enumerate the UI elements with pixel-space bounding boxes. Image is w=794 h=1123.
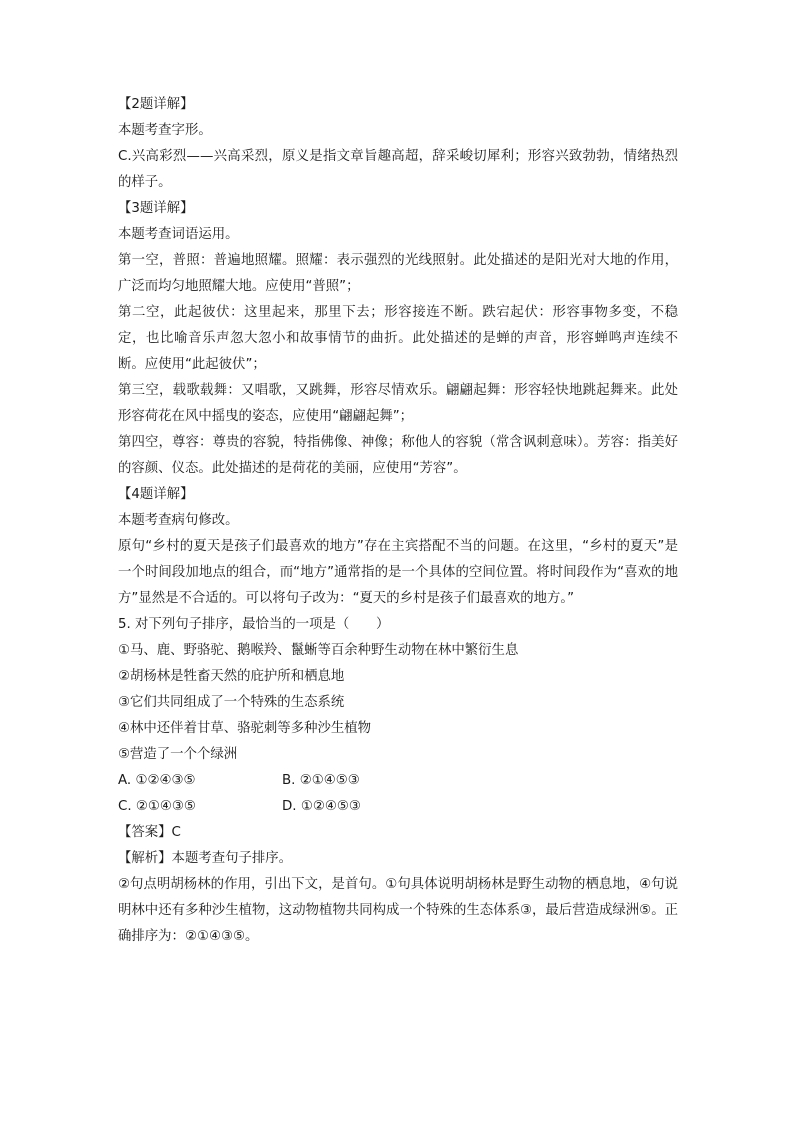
q5-sentence-3: ③它们共同组成了一个特殊的生态系统 — [118, 695, 345, 710]
q5-option-d: D. ①②④⑤③ — [282, 799, 361, 814]
q5-sentence-2: ②胡杨林是牲畜天然的庇护所和栖息地 — [118, 669, 345, 684]
q3-heading: 【3题详解】 — [118, 201, 194, 216]
q3-blank-2: 第二空，此起彼伏：这里起来，那里下去；形容接连不断。跌宕起伏：形容事物多变，不稳定，也比喻音乐声忽大忽小和故事情节的曲折。此处描述的是蝉的声音，形容蝉鸣声连续不断。应使用“此起彼伏”； — [118, 305, 678, 372]
q5-question: 5. 对下列句子排序，最恰当的一项是（ ） — [118, 617, 390, 632]
q4-paragraph: 原句“乡村的夏天是孩子们最喜欢的地方”存在主宾搭配不当的问题。在这里，“乡村的夏天”是一个时间段加地点的组合，而“地方”通常指的是一个具体的空间位置。将时间段作为“喜欢的地方”显然是不合适的。可以将句子改为：“夏天的乡村是孩子们最喜欢的地方。” — [118, 539, 678, 606]
q3-blank-3: 第三空，载歌载舞：又唱歌，又跳舞，形容尽情欢乐。翩翩起舞：形容轻快地跳起舞来。此处形容荷花在风中摇曳的姿态，应使用“翩翩起舞”； — [118, 383, 678, 424]
q5-option-b: B. ②①④⑤③ — [282, 773, 360, 788]
q5-analysis-body: ②句点明胡杨林的作用，引出下文，是首句。①句具体说明胡杨林是野生动物的栖息地，④句说明林中还有多种沙生植物，这动物植物共同构成一个特殊的生态体系③，最后营造成绿洲⑤。正确排序为：②①④③⑤。 — [118, 877, 678, 944]
q4-intro: 本题考查病句修改。 — [118, 513, 239, 528]
q3-blank-4: 第四空，尊容：尊贵的容貌，特指佛像、神像；称他人的容貌（常含讽刺意味）。芳容：指美好的容颜、仪态。此处描述的是荷花的美丽，应使用“芳容”。 — [118, 435, 678, 476]
q5-sentence-1: ①马、鹿、野骆驼、鹅喉羚、鬣蜥等百余种野生动物在林中繁衍生息 — [118, 643, 519, 658]
q5-answer: 【答案】C — [118, 825, 181, 840]
q5-sentence-4: ④林中还伴着甘草、骆驼刺等多种沙生植物 — [118, 721, 372, 736]
q3-intro: 本题考查词语运用。 — [118, 227, 239, 242]
q5-options-row-2 — [118, 794, 678, 820]
q5-analysis-title: 【解析】本题考查句子排序。 — [118, 851, 293, 866]
q2-intro: 本题考查字形。 — [118, 123, 212, 138]
document-body — [118, 92, 678, 950]
q2-heading: 【2题详解】 — [118, 97, 194, 112]
q4-heading: 【4题详解】 — [118, 487, 194, 502]
q2-paragraph: C.兴高彩烈——兴高采烈，原义是指文章旨趣高超，辞采峻切犀利；形容兴致勃勃，情绪热烈的样子。 — [118, 149, 678, 190]
q5-option-c: C. ②①④③⑤ — [118, 799, 196, 814]
q5-sentence-5: ⑤营造了一个个绿洲 — [118, 747, 238, 762]
q3-blank-1: 第一空，普照：普遍地照耀。照耀：表示强烈的光线照射。此处描述的是阳光对大地的作用，广泛而均匀地照耀大地。应使用“普照”； — [118, 253, 678, 294]
q5-options-row-1 — [118, 768, 678, 794]
q5-option-a: A. ①②④③⑤ — [118, 773, 196, 788]
